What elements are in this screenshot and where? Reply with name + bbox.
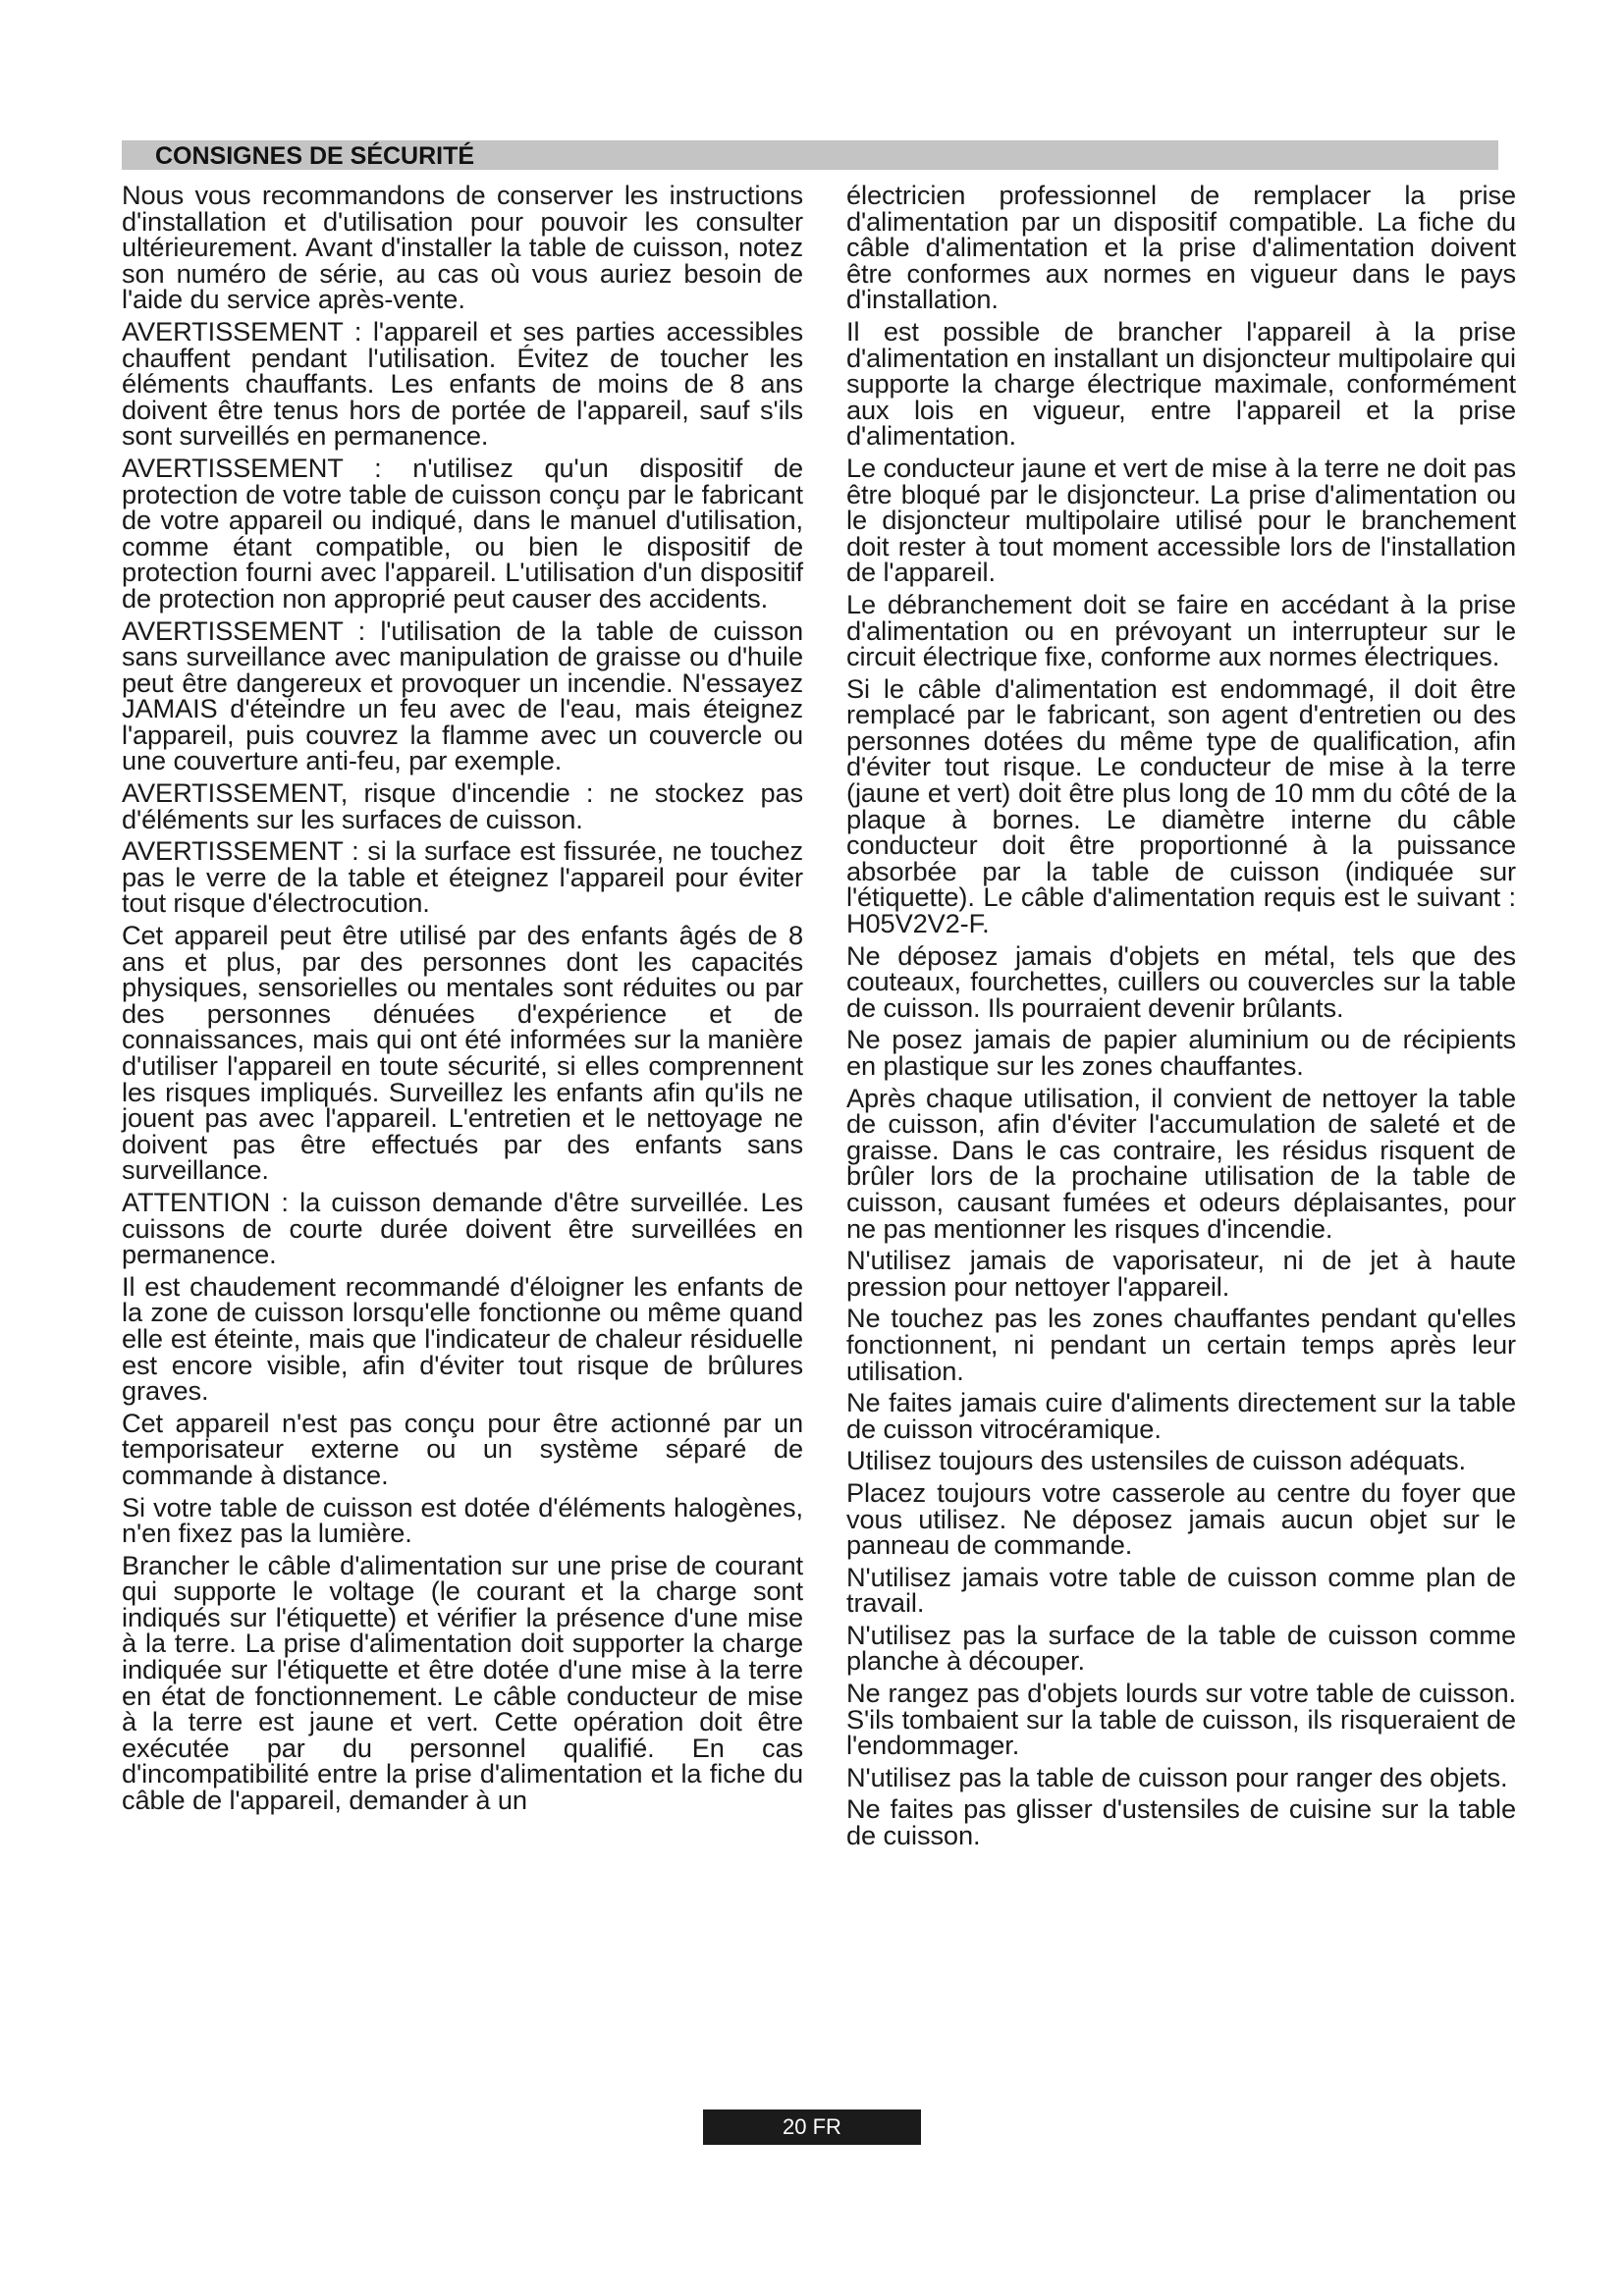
section-header-bar (122, 140, 1498, 170)
paragraph: AVERTISSEMENT : n'utilisez qu'un dispositif de protection de votre table de cuisson conçu par le fabricant de votre appareil ou indiqué, dans le manuel d'utilisation, comme étant compatible, ou bien le dispositif de protection fourni avec l'appareil. L'utilisation d'un dispositif de protection non approprié peut causer des accidents. (122, 452, 803, 614)
paragraph: Ne déposez jamais d'objets en métal, tels que des couteaux, fourchettes, cuillers ou couvercles sur la table de cuisson. Ils pourraient devenir brûlants. (846, 939, 1516, 1023)
paragraph: AVERTISSEMENT : l'appareil et ses parties accessibles chauffent pendant l'utilisation. Évitez de toucher les éléments chauffants. Les enfants de moins de 8 ans doivent être tenus hors de portée de l'appareil, sauf s'ils sont surveillés en permanence. (122, 315, 803, 452)
paragraph: Cet appareil peut être utilisé par des enfants âgés de 8 ans et plus, par des personnes dont les capacités physiques, sensorielles ou mentales sont réduites ou par des personnes dénuées d'expérience et de connaissances, mais qui ont été informées sur la manière d'utiliser l'appareil en toute sécurité, si elles comprennent les risques impliqués. Surveillez les enfants afin qu'ils ne jouent pas avec l'appareil. L'entretien et le nettoyage ne doivent pas être effectués par des enfants sans surveillance. (122, 920, 803, 1186)
paragraph: Nous vous recommandons de conserver les instructions d'installation et d'utilisation pour pouvoir les consulter ultérieurement. Avant d'installer la table de cuisson, notez son numéro de série, au cas où vous auriez besoin de l'aide du service après-vente. (122, 180, 803, 315)
paragraph: Cet appareil n'est pas conçu pour être actionné par un temporisateur externe ou un système séparé de commande à distance. (122, 1407, 803, 1490)
paragraph: Ne posez jamais de papier aluminium ou de récipients en plastique sur les zones chauffantes. (846, 1024, 1516, 1081)
paragraph: Après chaque utilisation, il convient de nettoyer la table de cuisson, afin d'éviter l'accumulation de saleté et de graisse. Dans le cas contraire, les résidus risquent de brûler lors de la prochaine utilisation de la table de cuisson, causant fumées et odeurs déplaisantes, pour ne pas mentionner les risques d'incendie. (846, 1082, 1516, 1244)
paragraph: Le débranchement doit se faire en accédant à la prise d'alimentation ou en prévoyant un interrupteur sur le circuit électrique fixe, conforme aux normes électriques. (846, 588, 1516, 672)
paragraph: Ne faites jamais cuire d'aliments directement sur la table de cuisson vitrocéramique. (846, 1387, 1516, 1444)
paragraph: Si votre table de cuisson est dotée d'éléments halogènes, n'en fixez pas la lumière. (122, 1491, 803, 1549)
paragraph: ATTENTION : la cuisson demande d'être surveillée. Les cuissons de courte durée doivent être surveillées en permanence. (122, 1186, 803, 1270)
paragraph: Ne faites pas glisser d'ustensiles de cuisine sur la table de cuisson. (846, 1793, 1516, 1851)
paragraph: Il est chaudement recommandé d'éloigner les enfants de la zone de cuisson lorsqu'elle fonctionne ou même quand elle est éteinte, mais que l'indicateur de chaleur résiduelle est encore visible, afin d'éviter tout risque de brûlures graves. (122, 1270, 803, 1407)
left-column (122, 180, 803, 1820)
paragraph: Ne rangez pas d'objets lourds sur votre table de cuisson. S'ils tombaient sur la table de cuisson, ils risqueraient de l'endommager. (846, 1678, 1516, 1761)
paragraph: Si le câble d'alimentation est endommagé, il doit être remplacé par le fabricant, son agent d'entretien ou des personnes dotées du même type de qualification, afin d'éviter tout risque. Le conducteur de mise à la terre (jaune et vert) doit être plus long de 10 mm du côté de la plaque à bornes. Le diamètre interne du câble conducteur doit être proportionné à la puissance absorbée par la table de cuisson (indiquée sur l'étiquette). Le câble d'alimentation requis est le suivant : H05V2V2-F. (846, 672, 1516, 939)
paragraph: N'utilisez jamais votre table de cuisson comme plan de travail. (846, 1561, 1516, 1619)
paragraph: N'utilisez pas la table de cuisson pour ranger des objets. (846, 1761, 1508, 1792)
paragraph: N'utilisez jamais de vaporisateur, ni de jet à haute pression pour nettoyer l'appareil. (846, 1245, 1516, 1302)
paragraph: Brancher le câble d'alimentation sur une prise de courant qui supporte le voltage (le courant et la charge sont indiqués sur l'étiquette) et vérifier la présence d'une mise à la terre. La prise d'alimentation doit supporter la charge indiquée sur l'étiquette et être dotée d'une mise à la terre en état de fonctionnement. Le câble conducteur de mise à la terre est jaune et vert. Cette opération doit être exécutée par du personnel qualifié. En cas d'incompatibilité entre la prise d'alimentation et la fiche du câble de l'appareil, demander à un (122, 1549, 803, 1816)
right-column (846, 180, 1516, 1855)
paragraph: Ne touchez pas les zones chauffantes pendant qu'elles fonctionnent, ni pendant un certain temps après leur utilisation. (846, 1303, 1516, 1386)
paragraph: électricien professionnel de remplacer la prise d'alimentation par un dispositif compatible. La fiche du câble d'alimentation et la prise d'alimentation doivent être conformes aux normes en vigueur dans le pays d'installation. (846, 180, 1516, 315)
paragraph: Il est possible de brancher l'appareil à la prise d'alimentation en installant un disjoncteur multipolaire qui supporte la charge électrique maximale, conformément aux lois en vigueur, entre l'appareil et la prise d'alimentation. (846, 315, 1516, 452)
paragraph: Utilisez toujours des ustensiles de cuisson adéquats. (846, 1445, 1466, 1476)
paragraph: Placez toujours votre casserole au centre du foyer que vous utilisez. Ne déposez jamais aucun objet sur le panneau de commande. (846, 1476, 1516, 1561)
paragraph: Le conducteur jaune et vert de mise à la terre ne doit pas être bloqué par le disjoncteur. La prise d'alimentation ou le disjoncteur multipolaire utilisé pour le branchement doit rester à tout moment accessible lors de l'installation de l'appareil. (846, 452, 1516, 588)
section-title: CONSIGNES DE SÉCURITÉ (155, 142, 475, 170)
paragraph: AVERTISSEMENT, risque d'incendie : ne stockez pas d'éléments sur les surfaces de cuisson. (122, 777, 803, 834)
paragraph: AVERTISSEMENT : si la surface est fissurée, ne touchez pas le verre de la table et éteignez l'appareil pour éviter tout risque d'électrocution. (122, 835, 803, 919)
paragraph: AVERTISSEMENT : l'utilisation de la table de cuisson sans surveillance avec manipulation de graisse ou d'huile peut être dangereux et provoquer un incendie. N'essayez JAMAIS d'éteindre un feu avec de l'eau, mais éteignez l'appareil, puis couvrez la flamme avec un couvercle ou une couverture anti-feu, par exemple. (122, 614, 803, 776)
paragraph: N'utilisez pas la surface de la table de cuisson comme planche à découper. (846, 1619, 1516, 1677)
page-number-badge: 20 FR (703, 2109, 921, 2145)
